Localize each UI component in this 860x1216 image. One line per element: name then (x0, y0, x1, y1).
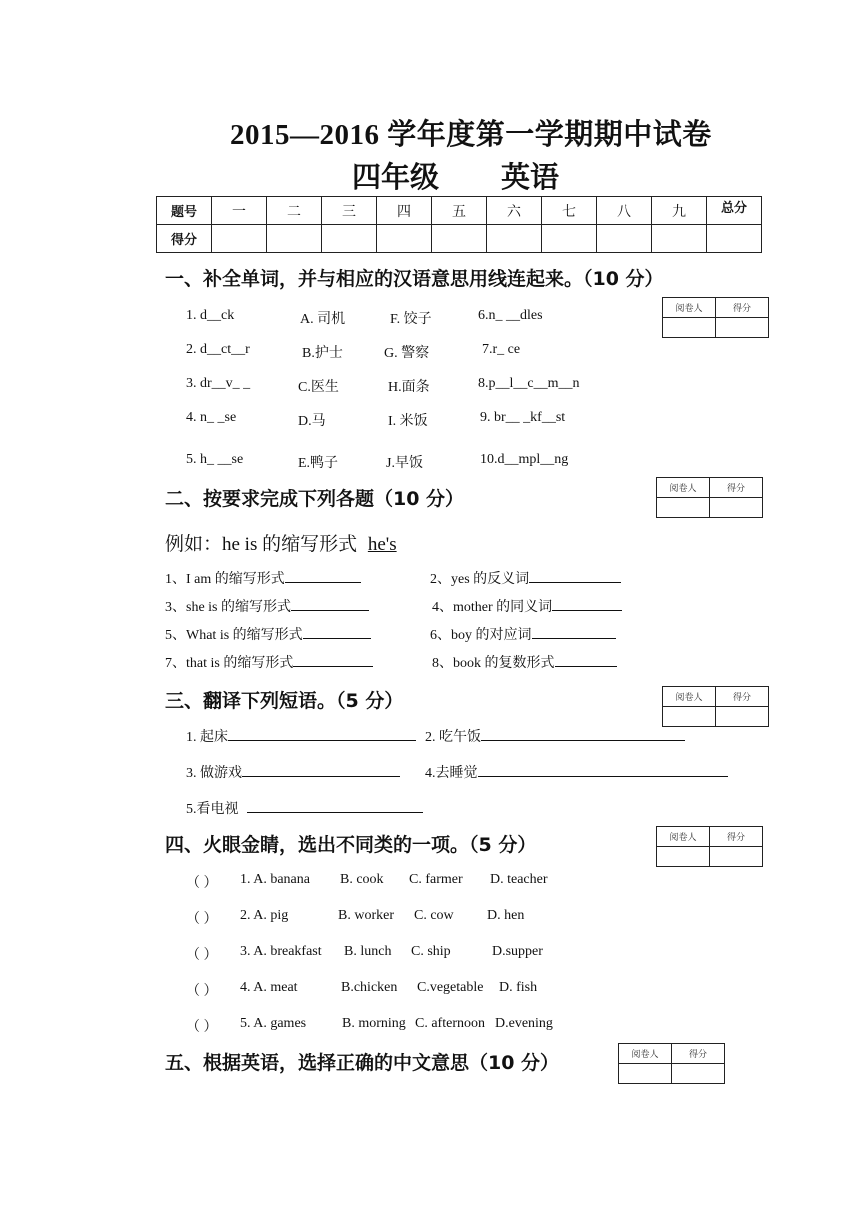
s2-item (165, 596, 369, 616)
s2-item-text: 1、I am 的缩写形式 (165, 572, 285, 587)
score-input-cell[interactable] (432, 225, 487, 253)
s4-option: B. lunch (344, 944, 392, 959)
s2-item (165, 568, 361, 588)
answer-blank[interactable] (285, 581, 361, 583)
s1-item: 6.n_ __dles (478, 308, 543, 323)
grader-label: 阅卷人 (657, 478, 710, 498)
s4-option: D.supper (492, 944, 543, 959)
section1-heading: 一、补全单词，并与相应的汉语意思用线连起来。（10 分） (165, 268, 664, 290)
s1-item: 9. br__ _kf__st (480, 410, 566, 425)
grader-label: 阅卷人 (663, 298, 716, 318)
answer-blank[interactable] (478, 775, 728, 777)
s2-item-text: 8、book 的复数形式 (432, 656, 555, 671)
s4-option: D. fish (499, 980, 538, 995)
section5-heading: 五、根据英语，选择正确的中文意思（10 分） (165, 1052, 560, 1074)
s1-item: 1. d__ck (186, 308, 235, 323)
s1-item: 4. n_ _se (186, 410, 237, 425)
s4-answer-paren[interactable]: （ ） (186, 984, 218, 999)
s1-item: J.早饭 (386, 456, 423, 471)
grader-input[interactable] (663, 318, 716, 338)
score-input-cell[interactable] (597, 225, 652, 253)
grader-label: 得分 (716, 298, 769, 318)
score-cell: 九 (652, 197, 707, 225)
section3-heading: 三、翻译下列短语。（5 分） (165, 690, 404, 712)
answer-blank[interactable] (242, 775, 400, 777)
grader-box (618, 1043, 725, 1084)
s2-item (432, 652, 617, 672)
grader-label: 得分 (672, 1044, 725, 1064)
s4-option: D. hen (487, 908, 525, 923)
grade-label: 四年级 (352, 162, 440, 194)
s1-item: A. 司机 (300, 312, 346, 327)
score-input-cell[interactable] (322, 225, 377, 253)
s1-item: I. 米饭 (388, 414, 428, 429)
score-input-cell[interactable] (377, 225, 432, 253)
exam-subtitle (352, 155, 559, 196)
s1-item: 2. d__ct__r (186, 342, 250, 357)
s1-item: F. 饺子 (390, 312, 432, 327)
s3-item (186, 798, 423, 818)
s2-item-text: 7、that is 的缩写形式 (165, 656, 294, 671)
grader-label: 阅卷人 (657, 827, 710, 847)
grader-input[interactable] (657, 847, 710, 867)
s2-item-text: 3、she is 的缩写形式 (165, 600, 291, 615)
s1-item: 7.r_ ce (482, 342, 521, 357)
s3-item (425, 762, 728, 782)
score-input-cell[interactable] (707, 225, 762, 253)
grader-input[interactable] (716, 318, 769, 338)
s2-item (432, 596, 622, 616)
s4-option: C. afternoon (415, 1016, 485, 1031)
s4-option: C. farmer (409, 872, 463, 887)
s2-item-text: 5、What is 的缩写形式 (165, 628, 303, 643)
s2-item (165, 652, 373, 672)
answer-blank[interactable] (293, 665, 373, 667)
score-input-cell[interactable] (652, 225, 707, 253)
grader-label: 得分 (710, 478, 763, 498)
score-cell: 总分 (707, 197, 762, 225)
s2-item (165, 624, 371, 644)
s2-item (430, 624, 616, 644)
s1-item: E.鸭子 (298, 456, 339, 471)
s3-item-text: 1. 起床 (186, 730, 228, 745)
grader-box (662, 297, 769, 338)
answer-blank[interactable] (552, 609, 622, 611)
s3-item-text: 3. 做游戏 (186, 766, 242, 781)
score-input-cell[interactable] (212, 225, 267, 253)
score-cell: 一 (212, 197, 267, 225)
s2-item-text: 6、boy 的对应词 (430, 628, 532, 643)
score-cell: 八 (597, 197, 652, 225)
s1-item: 3. dr__v_ _ (186, 376, 251, 391)
s4-option: 4. A. meat (240, 980, 298, 995)
s2-item-text: 2、yes 的反义词 (430, 572, 530, 587)
grader-input[interactable] (657, 498, 710, 518)
answer-blank[interactable] (532, 637, 616, 639)
s3-item (186, 726, 416, 746)
grader-input[interactable] (619, 1064, 672, 1084)
s4-answer-paren[interactable]: （ ） (186, 876, 218, 891)
s4-answer-paren[interactable]: （ ） (186, 948, 218, 963)
s4-option: D. teacher (490, 872, 548, 887)
s4-option: 1. A. banana (240, 872, 310, 887)
s4-option: C. cow (414, 908, 454, 923)
s1-item: 5. h_ __se (186, 452, 244, 467)
grader-label: 阅卷人 (619, 1044, 672, 1064)
answer-blank[interactable] (247, 811, 423, 813)
exam-title: 2015—2016 学年度第一学期期中试卷 (230, 119, 712, 151)
grader-label: 得分 (716, 687, 769, 707)
s4-option: C.vegetable (417, 980, 484, 995)
s4-option: B. cook (340, 872, 384, 887)
grader-label: 阅卷人 (663, 687, 716, 707)
grader-box (656, 477, 763, 518)
s4-option: C. ship (411, 944, 451, 959)
s4-option: B.chicken (341, 980, 398, 995)
grader-input[interactable] (710, 847, 763, 867)
s1-item: B.护士 (302, 346, 343, 361)
answer-blank[interactable] (481, 739, 685, 741)
s1-item: G. 警察 (384, 346, 430, 361)
grader-box (656, 826, 763, 867)
s1-item: C.医生 (298, 380, 339, 395)
grader-box (662, 686, 769, 727)
s2-item (430, 568, 621, 588)
score-input-cell[interactable] (267, 225, 322, 253)
score-table-header-row (157, 197, 762, 225)
score-cell: 七 (542, 197, 597, 225)
section4-heading: 四、火眼金睛，选出不同类的一项。（5 分） (165, 834, 537, 856)
score-cell: 三 (322, 197, 377, 225)
grader-input[interactable] (716, 707, 769, 727)
grader-input[interactable] (663, 707, 716, 727)
subject-label: 英语 (501, 162, 560, 194)
example-answer: he's (367, 534, 397, 555)
s3-item (186, 762, 400, 782)
score-cell: 得分 (157, 225, 212, 253)
s4-answer-paren[interactable]: （ ） (186, 912, 218, 927)
s3-item (425, 726, 685, 746)
score-table (156, 196, 762, 253)
score-cell: 五 (432, 197, 487, 225)
answer-blank[interactable] (529, 581, 621, 583)
s1-item: 8.p__l__c__m__n (478, 376, 580, 391)
answer-blank[interactable] (291, 609, 369, 611)
s4-option: 2. A. pig (240, 908, 289, 923)
example-prefix: 例如：he is 的缩写形式 (165, 534, 358, 555)
score-cell: 题号 (157, 197, 212, 225)
s1-item: H.面条 (388, 380, 430, 395)
section2-example (165, 529, 397, 556)
grader-input[interactable] (710, 498, 763, 518)
s4-answer-paren[interactable]: （ ） (186, 1020, 218, 1035)
s4-option: B. morning (342, 1016, 406, 1031)
score-cell: 二 (267, 197, 322, 225)
score-table-score-row (157, 225, 762, 253)
score-input-cell[interactable] (487, 225, 542, 253)
s3-item-text: 5.看电视 (186, 802, 239, 817)
answer-blank[interactable] (555, 665, 617, 667)
s4-option: 5. A. games (240, 1016, 307, 1031)
answer-blank[interactable] (228, 739, 416, 741)
s1-item: D.马 (298, 414, 326, 429)
s3-item-text: 4.去睡觉 (425, 766, 478, 781)
s4-option: 3. A. breakfast (240, 944, 322, 959)
s3-item-text: 2. 吃午饭 (425, 730, 481, 745)
s4-option: B. worker (338, 908, 394, 923)
s4-option: D.evening (495, 1016, 553, 1031)
answer-blank[interactable] (303, 637, 371, 639)
section2-heading: 二、按要求完成下列各题（10 分） (165, 488, 465, 510)
s2-item-text: 4、mother 的同义词 (432, 600, 553, 615)
score-input-cell[interactable] (542, 225, 597, 253)
score-cell: 四 (377, 197, 432, 225)
score-cell: 六 (487, 197, 542, 225)
grader-input[interactable] (672, 1064, 725, 1084)
grader-label: 得分 (710, 827, 763, 847)
s1-item: 10.d__mpl__ng (480, 452, 569, 467)
